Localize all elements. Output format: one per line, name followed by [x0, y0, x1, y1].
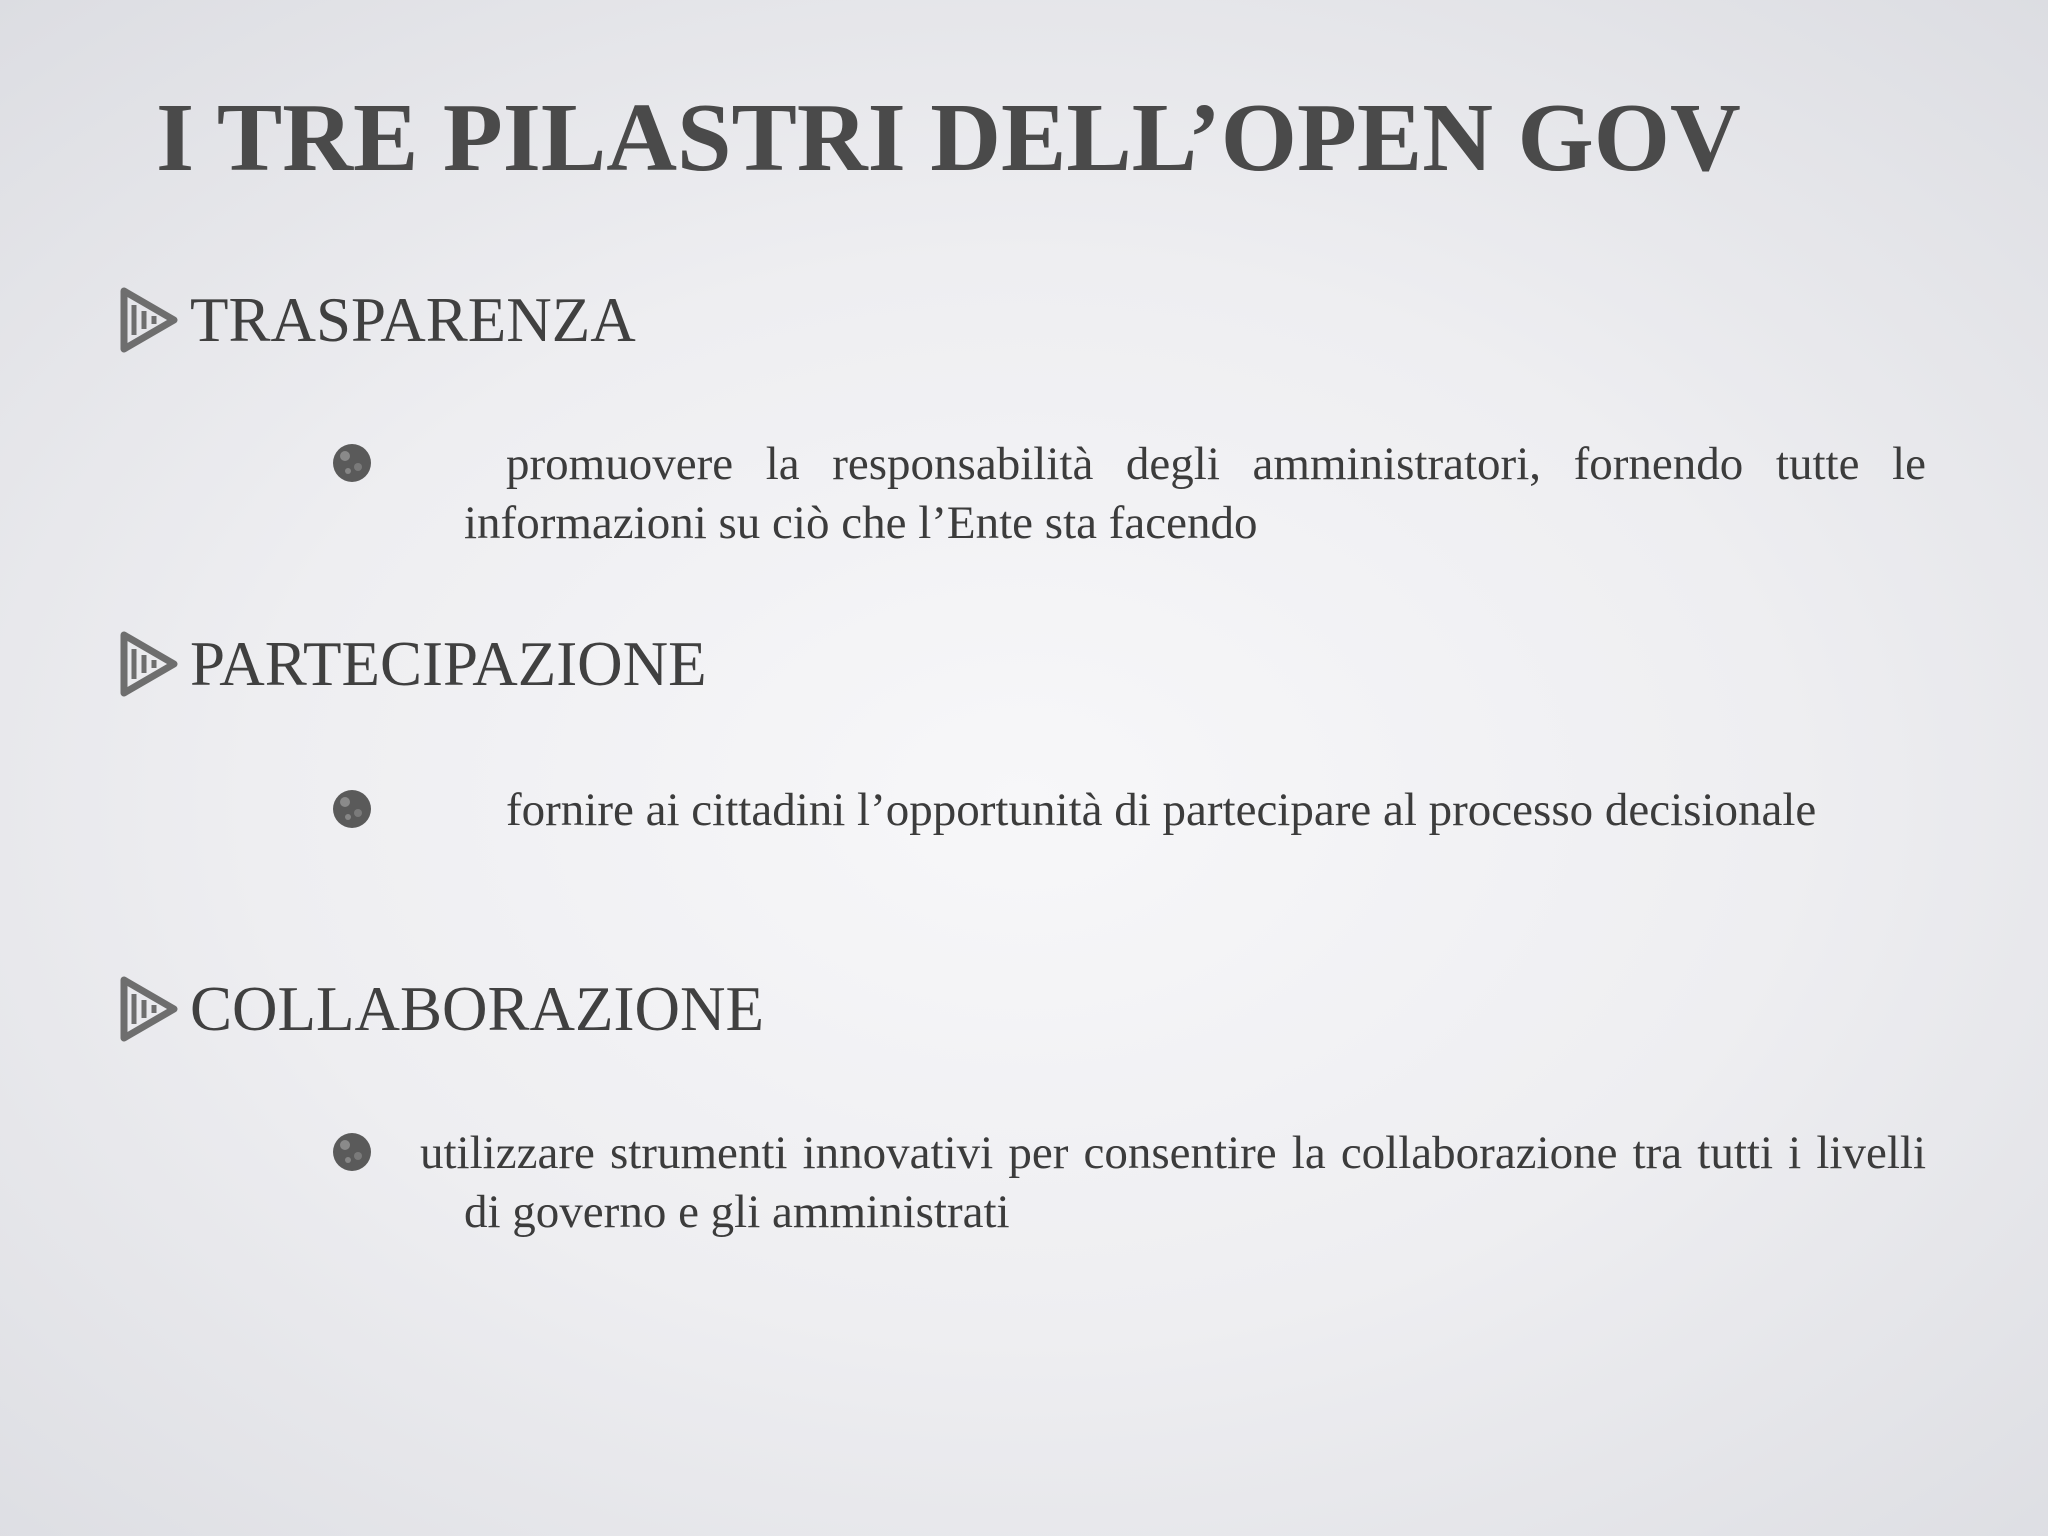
triangle-arrow-icon [118, 974, 180, 1044]
triangle-arrow-icon [118, 285, 180, 355]
pillar-bullet-text: promuovere la responsabilità degli amministratori, fornendo tutte le informazioni su ciò che l’Ente sta facendo [464, 438, 1926, 549]
pillar-bullet-text: utilizzare strumenti innovativi per consentire la collaborazione tra tutti i livelli di governo e gli amministrati [420, 1127, 1926, 1238]
slide-title: I TRE PILASTRI DELL’OPEN GOV [156, 84, 1741, 192]
pillar-heading-label: TRASPARENZA [190, 284, 636, 355]
round-blob-bullet-icon [328, 785, 376, 833]
pillar-heading-label: PARTECIPAZIONE [190, 628, 707, 699]
triangle-arrow-icon [118, 629, 180, 699]
pillar-heading-partecipazione [118, 624, 707, 704]
pillar-heading-label: COLLABORAZIONE [190, 973, 764, 1044]
round-blob-bullet-icon [328, 439, 376, 487]
round-blob-bullet-icon [328, 1128, 376, 1176]
pillar-bullet-text: fornire ai cittadini l’opportunità di partecipare al processo decisionale [506, 784, 1817, 836]
pillar-heading-collaborazione [118, 969, 764, 1049]
pillar-heading-trasparenza [118, 280, 636, 360]
